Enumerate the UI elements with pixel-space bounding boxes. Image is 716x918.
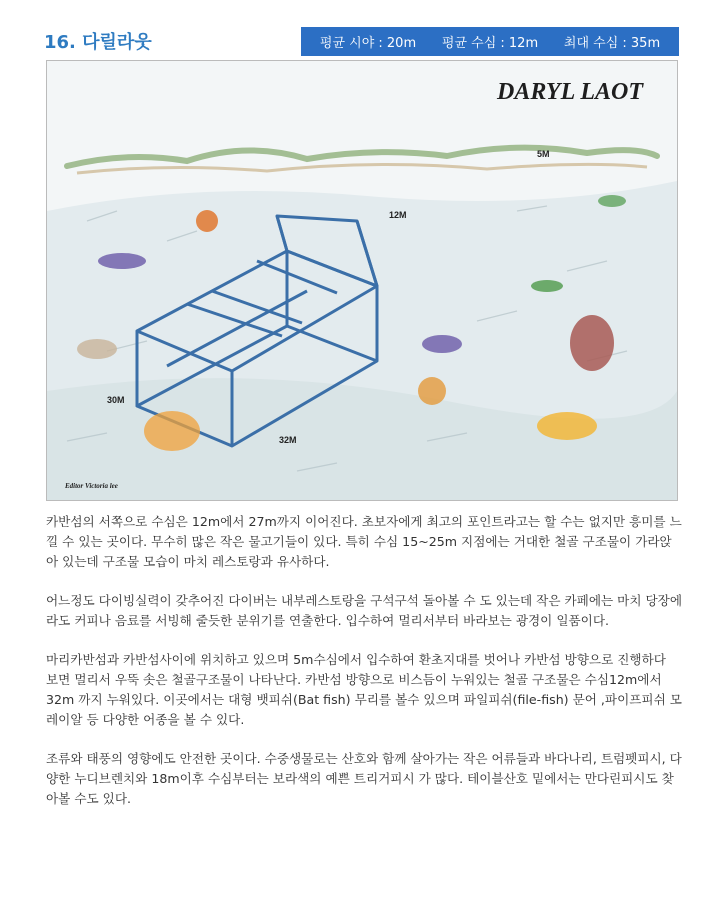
dive-site-illustration bbox=[46, 60, 678, 501]
max-depth-stat: 최대 수심 : 35m bbox=[563, 36, 661, 51]
dive-site-map-svg bbox=[47, 61, 677, 500]
illustration-credit: Editor Victoria lee bbox=[65, 482, 118, 490]
description-paragraph-1: 카반섬의 서쪽으로 수심은 12m에서 27m까지 이어진다. 초보자에게 최고의 포인트라고는 할 수는 없지만 흥미를 느낄 수 있는 곳이다. 무수히 많은 작은 물고기들이 있다. 특히 수심 15~25m 지점에는 거대한 철골 구조물이 가라앉아 있는데 구조물 모습이 마치 레스토랑과 유사하다. bbox=[46, 514, 682, 569]
depth-label-5m: 5M bbox=[537, 149, 550, 159]
depth-label-30m: 30M bbox=[107, 395, 125, 405]
illustration-heading: DARYL LAOT bbox=[497, 79, 644, 105]
description-paragraph-3: 마리카반섬과 카반섬사이에 위치하고 있으며 5m수심에서 입수하여 환초지대를 벗어나 카반섬 방향으로 진행하다 보면 멀리서 우뚝 솟은 철골구조물이 나타난다. 카반섬 방향으로 비스듬이 누워있는 철골 구조물은 수심12m에서 32m 까지 누워있다. 이곳에서는 대형 뱃피쉬(Bat fish) 무리를 볼수 있으며 파일피쉬(file-fish) 문어 ,파이프피쉬 모레이알 등 다양한 어종을 볼 수 있다. bbox=[46, 652, 682, 727]
shrimp-sketch bbox=[98, 253, 146, 269]
depth-label-32m: 32M bbox=[279, 435, 297, 445]
dive-stats-bar bbox=[301, 27, 679, 56]
octopus-sketch bbox=[570, 315, 614, 371]
visibility-stat: 평균 시야 : 20m bbox=[319, 36, 417, 51]
yellow-coral-sketch bbox=[537, 412, 597, 440]
depth-label-12m: 12M bbox=[389, 210, 407, 220]
average-depth-stat: 평균 수심 : 12m bbox=[441, 36, 539, 51]
anemone-sketch bbox=[418, 377, 446, 405]
fish-sketch bbox=[531, 280, 563, 292]
description-paragraph-2: 어느정도 다이빙실력이 갖추어진 다이버는 내부레스토랑을 구석구석 돌아볼 수 도 있는데 작은 카페에는 마치 당장에라도 커피나 음료를 서빙해 줄듯한 분위기를 연출한다. 입수하여 멀리서부터 바라보는 광경이 일품이다. bbox=[46, 593, 682, 628]
description-paragraph-4: 조류와 태풍의 영향에도 안전한 곳이다. 수중생물로는 산호와 함께 살아가는 작은 어류들과 바다나리, 트럼펫피시, 다양한 누디브렌치와 18m이후 수심부터는 보라색의 예쁜 트리거피시 가 많다. 테이블산호 밑에서는 만다린피시도 찾아볼 수도 있다. bbox=[46, 751, 682, 806]
page-title: 16. 다릴라웃 bbox=[44, 32, 152, 53]
shell-sketch bbox=[77, 339, 117, 359]
lobster-sketch bbox=[422, 335, 462, 353]
coral-sketch bbox=[144, 411, 200, 451]
site-description bbox=[46, 512, 682, 828]
octopus-orange-sketch bbox=[196, 210, 218, 232]
